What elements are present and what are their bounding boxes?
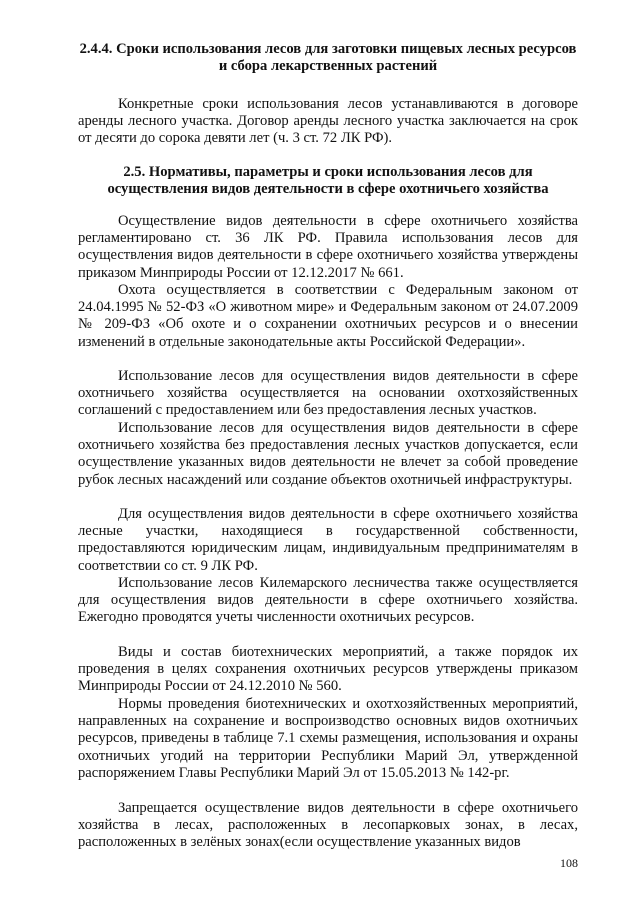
- paragraph: Виды и состав биотехнических мероприятий, а также порядок их проведения в целях сохранения охотничьих ресурсов утверждены приказом Минприроды России от 24.12.2010 № 560.: [78, 644, 578, 695]
- page-number: 108: [560, 856, 578, 870]
- paragraph: Использование лесов для осуществления видов деятельности в сфере охотничьего хозяйства без предоставления лесных участков допускается, если осуществление указанных видов деятельности не влечет за собой проведение рубок лесных насаждений или создание объектов охотничьей инфраструктуры.: [78, 420, 578, 488]
- paragraph: Запрещается осуществление видов деятельности в сфере охотничьего хозяйства в лесах, расположенных в лесопарковых зонах, в лесах, расположенных в зелёных зонах(если осуществление указанных видов: [78, 800, 578, 851]
- section-2-4-4-heading: 2.4.4. Сроки использования лесов для заготовки пищевых лесных ресурсов и сбора лекарственных растений: [79, 41, 577, 74]
- paragraph: Использование лесов для осуществления видов деятельности в сфере охотничьего хозяйства осуществляется на основании охотхозяйственных соглашений с предоставлением или без предоставления лесных участков.: [78, 368, 578, 419]
- paragraph: Использование лесов Килемарского лесничества также осуществляется для осуществления видов деятельности в сфере охотничьего хозяйства. Ежегодно проводятся учеты численности охотничьих ресурсов.: [78, 575, 578, 626]
- paragraph: Конкретные сроки использования лесов устанавливаются в договоре аренды лесного участка. Договор аренды лесного участка заключается на срок от десяти до сорока девяти лет (ч. 3 ст. 72 ЛК РФ).: [78, 96, 578, 147]
- section-2-5-heading: 2.5. Нормативы, параметры и сроки использования лесов для осуществления видов деятельности в сфере охотничьего хозяйства: [107, 164, 549, 197]
- paragraph: Для осуществления видов деятельности в сфере охотничьего хозяйства лесные участки, находящиеся в государственной собственности, предоставляются юридическим лицам, индивидуальным предпринимателям в соответствии со ст. 9 ЛК РФ.: [78, 506, 578, 574]
- paragraph: Нормы проведения биотехнических и охотхозяйственных мероприятий, направленных на сохранение и воспроизводство основных видов охотничьих ресурсов, приведены в таблице 7.1 схемы размещения, использования и охраны охотничьих угодий на территории Республики Марий Эл, утвержденной распоряжением Главы Республики Марий Эл от 15.05.2013 № 142-рг.: [78, 696, 578, 781]
- paragraph: Осуществление видов деятельности в сфере охотничьего хозяйства регламентировано ст. 36 ЛК РФ. Правила использования лесов для осуществления видов деятельности в сфере охотничьего хозяйства утверждены приказом Минприроды России от 12.12.2017 № 661.: [78, 213, 578, 281]
- paragraph: Охота осуществляется в соответствии с Федеральным законом от 24.04.1995 № 52-ФЗ «О животном мире» и Федеральным законом от 24.07.2009 № 209-ФЗ «Об охоте и о сохранении охотничьих ресурсов и о внесении изменений в отдельные законодательные акты Российской Федерации».: [78, 282, 578, 350]
